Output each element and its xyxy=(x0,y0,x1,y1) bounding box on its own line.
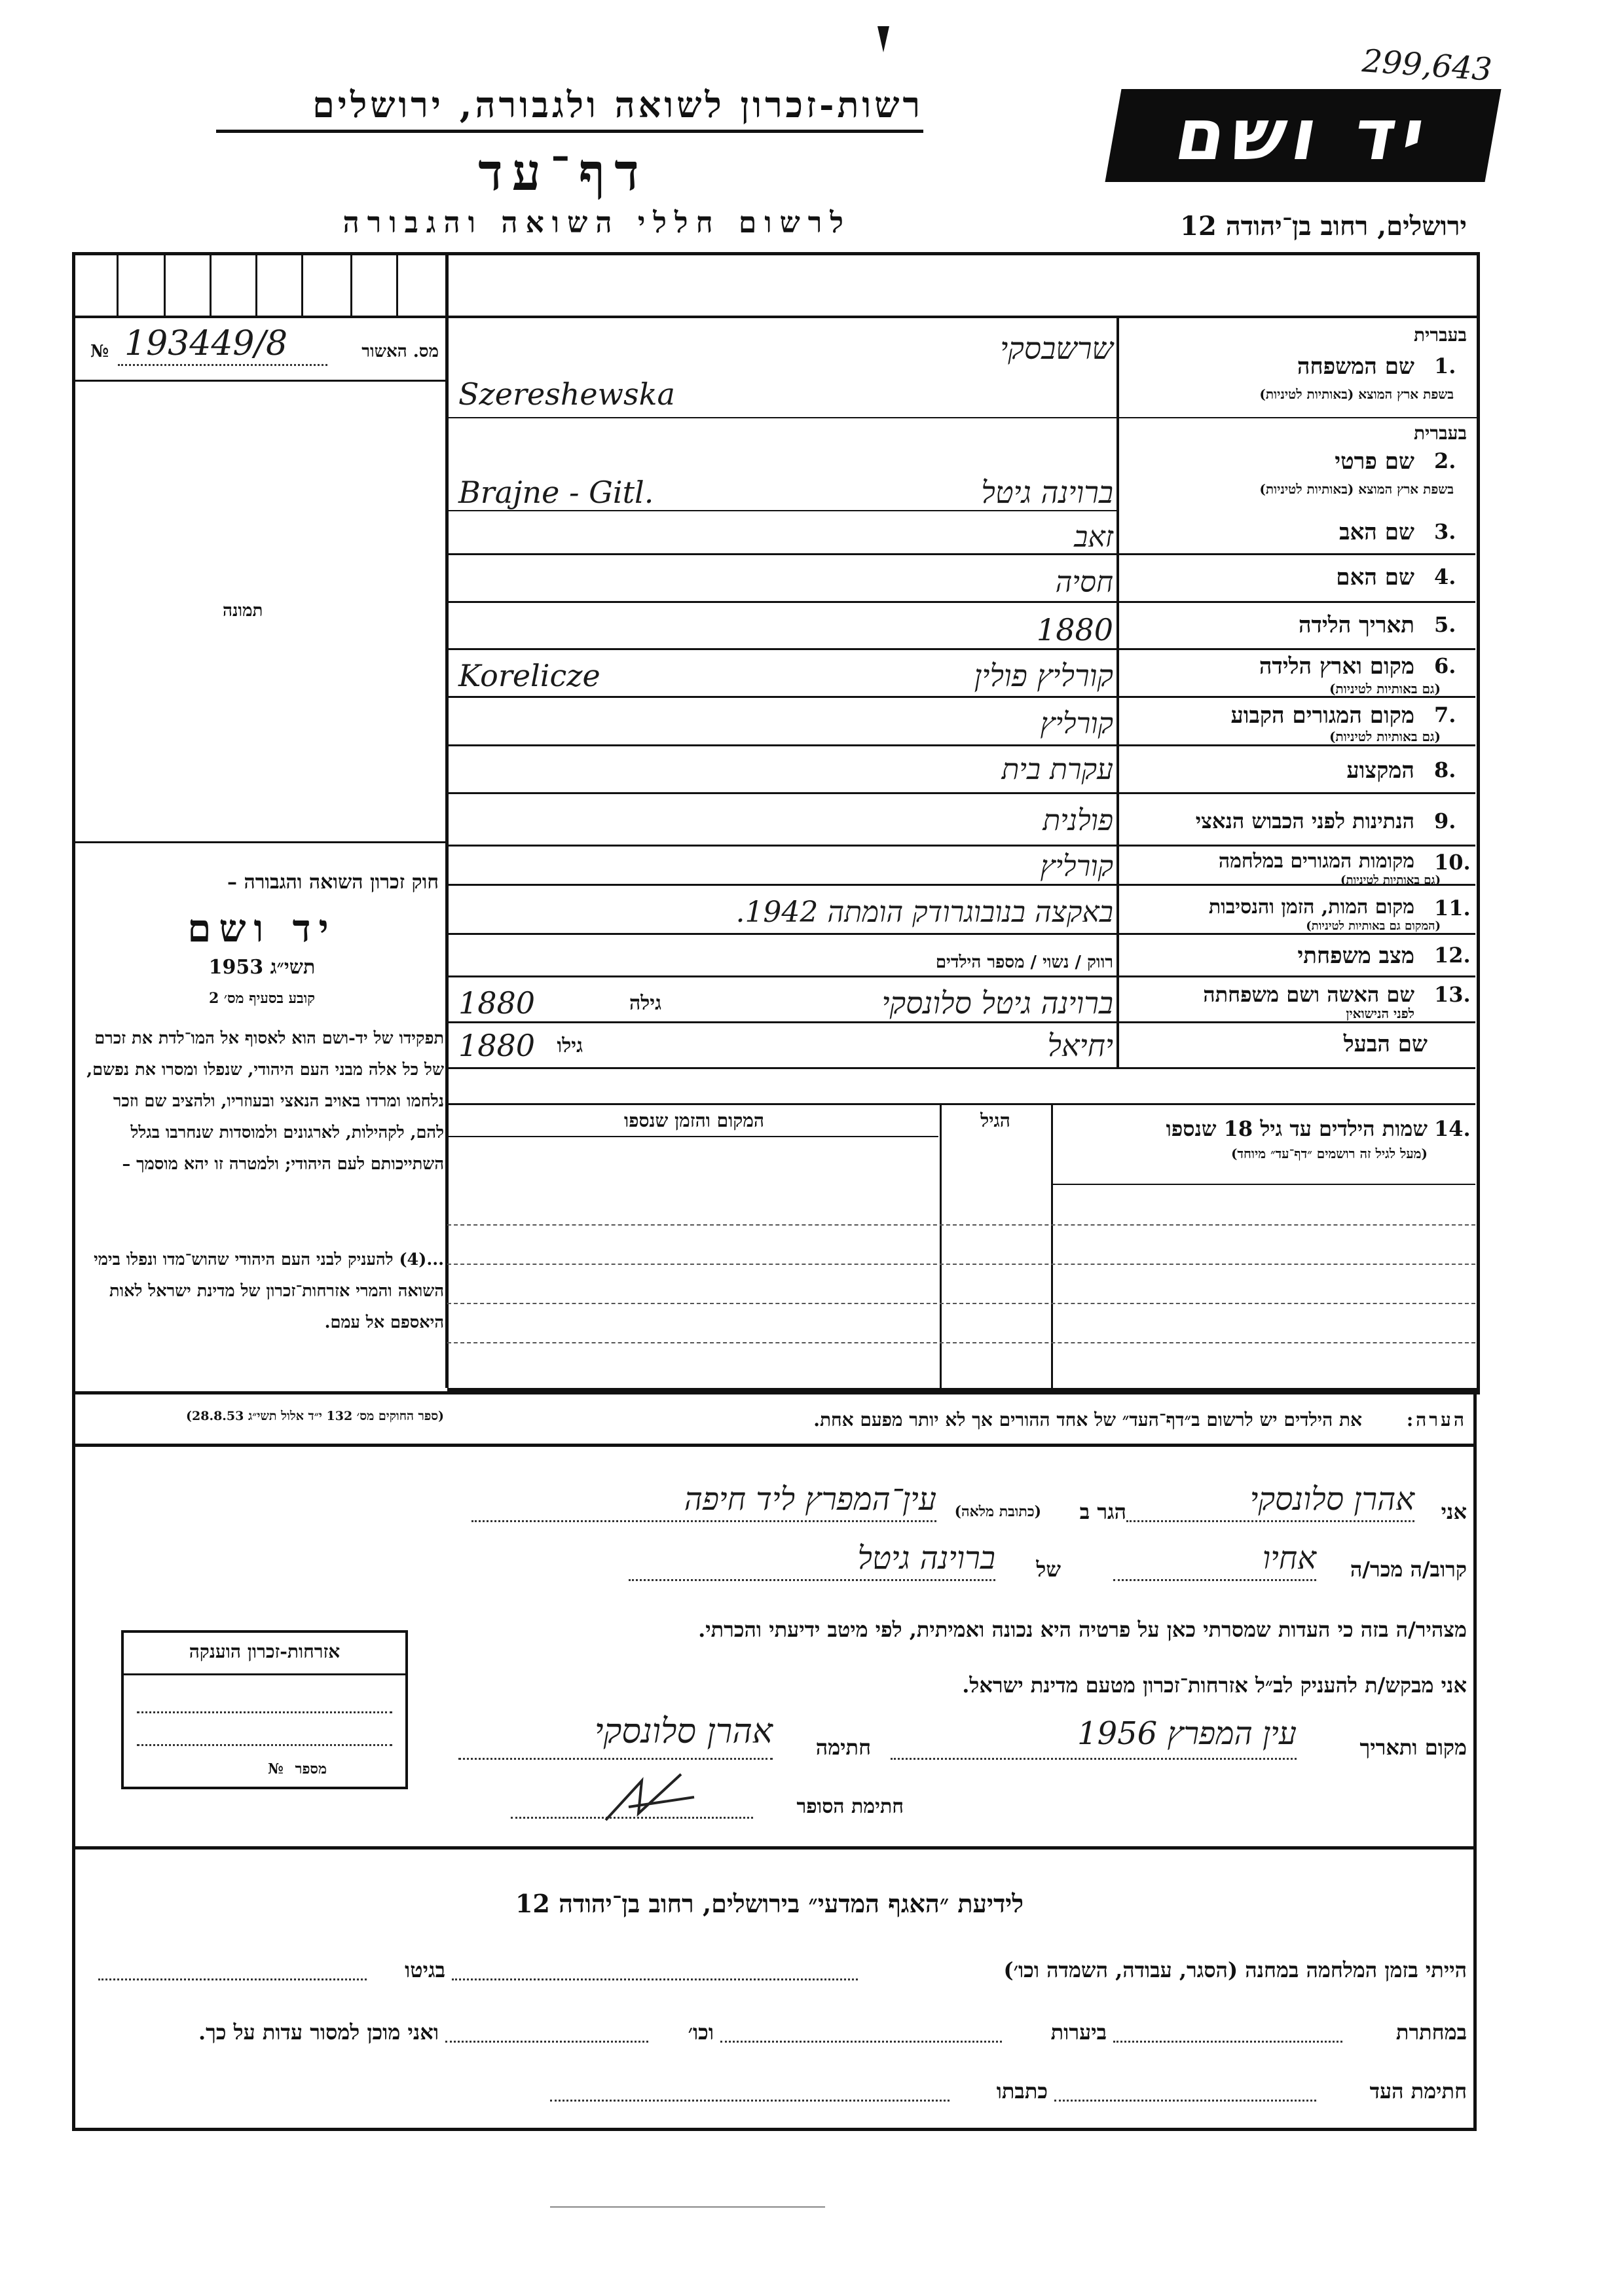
field-1-num: 1. xyxy=(1434,354,1456,378)
law-text-1: תפקידו של יד-ושם הוא לאסוף אל המו־לדת את זכרם של כל אלה מבני העם היהודי, שנפלו ומסרו את נפשם, נלחמו ומרדו באויב הנאצי ובעוזריו, ולהציב שם וזכר להם, לקהילות, לארגונים ולמוסדות שנחרבו בגלל השתייכותם לעם היהודי; ולמטרה זו יהא מוסמך – xyxy=(86,1029,444,1174)
law-name: יד ושם xyxy=(187,906,337,951)
field-6-sub: (גם באותיות לטיניות) xyxy=(1329,681,1441,697)
declarant-i-label: אני xyxy=(1441,1499,1467,1524)
declarant-name: אהרן סלונסקי xyxy=(1249,1481,1414,1518)
field-3-value: זאב xyxy=(1074,520,1113,554)
field-2-label: שם פרטי xyxy=(1335,448,1414,475)
field-11-num: 11. xyxy=(1434,896,1471,920)
form-title: דף־עד xyxy=(478,143,648,202)
field-10-label: מקומות המגורים במלחמה xyxy=(1218,850,1414,873)
field-6-label: מקום וארץ הלידה xyxy=(1259,653,1414,680)
field-10-num: 10. xyxy=(1434,850,1471,875)
yad-vashem-logo xyxy=(1105,89,1501,182)
husband-value: יחיאל xyxy=(1047,1028,1113,1063)
husband-label: שם הבעל xyxy=(1343,1031,1428,1057)
of-name: ברוינה גיטל xyxy=(857,1540,995,1576)
address: ירושלים, רחוב בן־יהודה 12 xyxy=(1180,211,1467,242)
field-12-num: 12. xyxy=(1434,943,1471,968)
citizenship-no-sign: № xyxy=(268,1760,284,1777)
law-year: תשי״ג 1953 xyxy=(208,956,316,979)
authority-title: רשות-זכרון לשואה ולגבורה, ירושלים xyxy=(312,84,923,126)
note-text: את הילדים יש לרשום ב״דף־העד״ של אחד ההורים אך לא יותר מפעם אחת. xyxy=(813,1409,1362,1430)
field-11-label: מקום המות, הזמן והנסיבות xyxy=(1208,896,1414,919)
field-8-value: עקרת בית xyxy=(1001,753,1113,786)
field-11-value: באקצה בנובוגרודק הומתה 1942. xyxy=(735,896,1113,929)
field-13-num: 13. xyxy=(1434,982,1471,1007)
bottom-line2-d: ואני מוכן למסור עדות על כך. xyxy=(198,2020,439,2045)
relation-value: אחיו xyxy=(1262,1540,1316,1576)
signature-value: אהרן סלונסקי xyxy=(594,1712,773,1751)
logo-text: יד ושם xyxy=(1169,94,1437,176)
field-13-label: שם האשה ושם משפחתה xyxy=(1203,982,1414,1007)
citizenship-title: אזרחות-זכרון הוענקה xyxy=(189,1641,341,1662)
bottom-line3-b: כתבתו xyxy=(996,2079,1048,2104)
field-10-value: קורליץ xyxy=(1040,850,1113,883)
declaration-2: אני מבקש/ת להעניק לב״ל אזרחות־זכרון מטעם מדינת ישראל. xyxy=(962,1673,1467,1698)
field-13-age-value: 1880 xyxy=(458,985,536,1021)
field-2-num: 2. xyxy=(1434,448,1456,473)
place-date-value: עין המפרץ 1956 xyxy=(1077,1715,1297,1752)
no-sign: № xyxy=(90,342,109,361)
archive-number: 299,643 xyxy=(1361,43,1494,88)
bottom-line2-b: ביערות xyxy=(1050,2020,1107,2045)
bottom-line1-a: הייתי בזמן המלחמה במחנה (הסגר, עבודה, השמדה וכו׳) xyxy=(1003,1958,1467,1982)
field-2-value-heb: ברוינה גיטל xyxy=(981,475,1113,510)
children-num: 14. xyxy=(1434,1116,1471,1141)
place-date-label: מקום ותאריך xyxy=(1359,1735,1467,1760)
photo-label: תמונה xyxy=(223,601,263,621)
children-label: שמות הילדים עד גיל 18 שנספו xyxy=(1166,1116,1428,1141)
note-label: הערה: xyxy=(1406,1409,1467,1430)
bottom-line2-a: במחתרת xyxy=(1395,2020,1467,2045)
bottom-line3-a: חתימת העד xyxy=(1369,2079,1467,2104)
declarant-address: עין־המפרץ ליד חיפה xyxy=(684,1481,936,1518)
field-4-value: חסיה xyxy=(1055,566,1113,599)
field-13-age-label: גילה xyxy=(629,992,661,1015)
citizenship-number-label: מספר xyxy=(295,1760,327,1777)
field-10-sub: (גם באותיות לטיניות) xyxy=(1340,873,1441,887)
field-7-sub: (גם באותיות לטיניות) xyxy=(1329,729,1441,744)
field-5-value: 1880 xyxy=(1036,612,1113,647)
law-citation: (ספר החוקים מס׳ 132 י״ד אלול תשי״ג 28.8.53) xyxy=(186,1409,444,1423)
field-6-value-heb: קורליץ פולין xyxy=(974,658,1113,693)
relative-label: קרוב/ה מכר/ה xyxy=(1350,1557,1467,1582)
field-9-value: פולנית xyxy=(1043,804,1113,837)
approval-label: מס. האשור xyxy=(361,342,439,361)
of-label: של xyxy=(1036,1557,1061,1582)
form-subtitle: לרשום חללי השואה והגבורה xyxy=(342,206,851,240)
approval-number: 193449/8 xyxy=(124,324,288,363)
children-col-age: הגיל xyxy=(980,1110,1010,1131)
field-12-label: מצב משפחתי xyxy=(1297,943,1414,969)
signature-label: חתימה xyxy=(815,1735,871,1760)
bottom-line2-c: וכו׳ xyxy=(688,2020,714,2045)
field-9-label: הנתינות לפני הכבוש הנאצי xyxy=(1195,809,1414,833)
bottom-title: לידיעת ״האגף המדעי״ בירושלים, רחוב בן־יהודה 12 xyxy=(515,1889,1024,1918)
field-7-value: קורליץ xyxy=(1040,707,1113,740)
field-5-label: תאריך הלידה xyxy=(1298,612,1414,638)
declarant-resides: הגר ב xyxy=(1079,1499,1126,1524)
field-3-label: שם האב xyxy=(1339,519,1414,545)
field-11-sub: (המקום גם באותיות לטיניות) xyxy=(1306,919,1441,933)
field-8-num: 8. xyxy=(1434,757,1456,782)
declarant-addr-note: (כתובת מלאה) xyxy=(954,1503,1041,1520)
field-1-heb-tag: בעברית xyxy=(1413,324,1467,346)
field-1-label: שם המשפחה xyxy=(1297,354,1414,380)
field-6-value-lat: Korelicze xyxy=(458,658,600,693)
field-2-value-lat: Brajne - Gitl. xyxy=(458,475,654,510)
field-5-num: 5. xyxy=(1434,612,1456,637)
clerk-label: חתימת הסופר xyxy=(796,1795,904,1818)
field-1-value-lat: Szereshewska xyxy=(458,376,675,412)
field-3-num: 3. xyxy=(1434,519,1456,544)
field-12-sub: רווק / נשוי / מספר הילדים xyxy=(935,953,1113,972)
field-2-sub: בשפת ארץ המוצא (באותיות לטיניות) xyxy=(1259,481,1454,497)
declaration-1: מצהיר/ה בזה כי העדות שמסרתי כאן על פרטיה היא נכונה ואמיתית, לפי מיטב ידיעתי והכרתי. xyxy=(698,1617,1467,1642)
field-9-num: 9. xyxy=(1434,809,1456,833)
law-section: קובע בסעיף מס׳ 2 xyxy=(208,990,316,1007)
citizenship-box xyxy=(121,1630,408,1789)
children-sub: (מעל לגיל זה רושמים ״דף־עד״ מיוחד) xyxy=(1230,1146,1428,1161)
field-4-label: שם האם xyxy=(1336,564,1414,591)
field-13-sub: לפני הנישואין xyxy=(1346,1006,1414,1021)
field-2-heb-tag: בעברית xyxy=(1413,422,1467,444)
clerk-signature-scribble xyxy=(602,1768,701,1827)
children-col-place: המקום והזמן שנספו xyxy=(624,1110,764,1131)
bottom-line1-b: בגיטו xyxy=(405,1958,445,1982)
field-13-value: ברוינה גיטל סלונסקי xyxy=(881,985,1113,1021)
field-4-num: 4. xyxy=(1434,564,1456,589)
law-text-2: ...(4) להעניק לבני העם היהודי שהוש־מדו ונפלו בימי השואה והמרי אזרחות־זכרון של מדינת ישראל לאות היאספם אל עמם. xyxy=(94,1250,444,1332)
husband-age-value: 1880 xyxy=(458,1028,536,1063)
field-1-value-heb: שרשבסקי xyxy=(1000,331,1113,366)
husband-age-label: גילו xyxy=(557,1034,583,1057)
field-7-num: 7. xyxy=(1434,702,1456,727)
field-6-num: 6. xyxy=(1434,653,1456,678)
field-8-label: המקצוע xyxy=(1346,757,1414,784)
field-1-sub: בשפת ארץ המוצא (באותיות לטיניות) xyxy=(1259,386,1454,402)
law-title: חוק זכרון השואה והגבורה – xyxy=(227,871,439,894)
arrow-mark-icon xyxy=(877,26,889,52)
field-7-label: מקום המגורים הקבוע xyxy=(1230,702,1414,729)
